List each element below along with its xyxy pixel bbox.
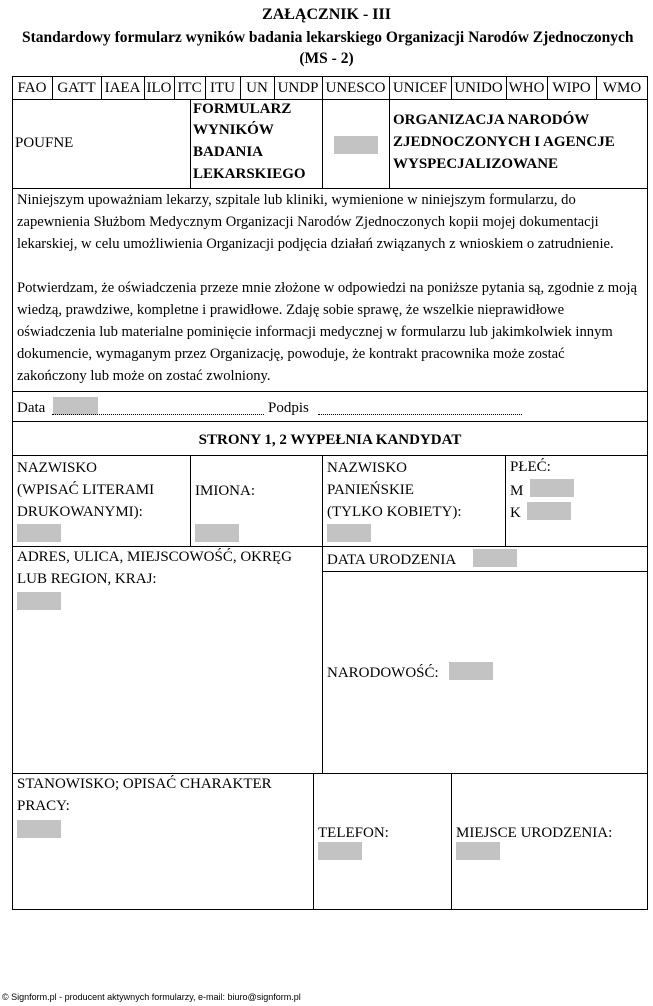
org-cell-unesco: UNESCO: [325, 80, 386, 96]
address-label-2: LUB REGION, KRAJ:: [17, 571, 157, 587]
form-title-line-2: WYNIKÓW: [193, 122, 274, 138]
org-cell-unicef: UNICEF: [392, 80, 448, 96]
form-title-line-4: LEKARSKIEGO: [193, 166, 306, 182]
phone-value[interactable]: [318, 842, 362, 860]
first-names-label: IMIONA:: [195, 483, 255, 499]
signature-line[interactable]: [318, 414, 522, 415]
redacted-date: [53, 397, 98, 415]
org-cell-fao: FAO: [17, 80, 47, 96]
nationality-value[interactable]: [449, 662, 493, 680]
first-names-value[interactable]: [195, 524, 239, 542]
position-value[interactable]: [17, 820, 61, 838]
birth-date-value[interactable]: [473, 549, 517, 567]
sex-female-value[interactable]: [527, 502, 571, 520]
sex-label: PŁEĆ:: [510, 459, 551, 475]
org-cell-un: UN: [246, 80, 268, 96]
surname-label-1: NAZWISKO: [17, 460, 97, 476]
sex-male-label: M: [510, 483, 524, 499]
address-value[interactable]: [17, 592, 61, 610]
org-cell-gatt: GATT: [57, 80, 96, 96]
form-title-line-1: FORMULARZ: [193, 101, 292, 117]
org-cell-wmo: WMO: [602, 80, 642, 96]
redacted-form-number: [334, 136, 378, 154]
form-code: (MS - 2): [299, 50, 354, 67]
org-cell-iaea: IAEA: [104, 80, 141, 96]
birth-place-label: MIEJSCE URODZENIA:: [456, 825, 613, 841]
footer-copyright: © Signform.pl - producent aktywnych formularzy, e-mail: biuro@signform.pl: [2, 992, 301, 1002]
sex-female-label: K: [510, 505, 521, 521]
org-cell-unido: UNIDO: [454, 80, 503, 96]
sex-male-value[interactable]: [530, 479, 574, 497]
org-cell-itc: ITC: [177, 80, 202, 96]
surname-label-3: DRUKOWANYMI):: [17, 504, 143, 520]
maiden-name-label-3: (TYLKO KOBIETY):: [327, 504, 462, 520]
birth-date-label: DATA URODZENIA: [327, 552, 457, 568]
org-cell-who: WHO: [508, 80, 545, 96]
maiden-name-value[interactable]: [327, 524, 371, 542]
maiden-name-label-1: NAZWISKO: [327, 460, 407, 476]
form-subtitle: Standardowy formularz wyników badania lekarskiego Organizacji Narodów Zjednoczonych: [22, 29, 634, 46]
agency-line-3: WYSPECJALIZOWANE: [393, 156, 559, 172]
declaration-paragraph-1: Niniejszym upoważniam lekarzy, szpitale lub kliniki, wymienione w niniejszym formularzu, do zapewnienia Służbom Medycznym Organizacji Narodów Zjednoczonych kopii mojej dokumentacji lekarskiej, w celu umożliwienia Organizacji podjęcia działań związanych z wnioskiem o zatrudnienie.: [17, 192, 614, 252]
signature-label: Podpis: [268, 400, 309, 416]
org-cell-ilo: ILO: [146, 80, 172, 96]
surname-label-2: (WPISAĆ LITERAMI: [17, 482, 155, 498]
surname-value[interactable]: [17, 524, 61, 542]
declaration-paragraph-2: Potwierdzam, że oświadczenia przeze mnie złożone w odpowiedzi na poniższe pytania są, zgodnie z moją wiedzą, prawdziwe, kompletne i prawidłowe. Zdaję sobie sprawę, że wszelkie nieprawidłowe oświadczenia lub materialne pominięcie informacji medycznej w formularzu lub jakimkolwiek innym dokumencie, wymaganym przez Organizację, powoduje, że kontrakt pracownika może zostać zakończony lub może on zostać zwolniony.: [17, 280, 637, 384]
org-cell-undp: UNDP: [277, 80, 319, 96]
date-label: Data: [17, 400, 46, 416]
phone-label: TELEFON:: [318, 825, 389, 841]
section-title: STRONY 1, 2 WYPEŁNIA KANDYDAT: [198, 432, 462, 448]
confidential-label: POUFNE: [15, 135, 74, 151]
birth-place-value[interactable]: [456, 842, 500, 860]
address-label-1: ADRES, ULICA, MIEJSCOWOŚĆ, OKRĘG: [17, 549, 293, 565]
nationality-label: NARODOWOŚĆ:: [327, 665, 439, 681]
agency-line-1: ORGANIZACJA NARODÓW: [393, 112, 590, 128]
annex-title: ZAŁĄCZNIK - III: [262, 6, 391, 23]
org-cell-wipo: WIPO: [552, 80, 591, 96]
org-cell-itu: ITU: [210, 80, 235, 96]
form-title-line-3: BADANIA: [193, 144, 264, 160]
maiden-name-label-2: PANIEŃSKIE: [327, 482, 414, 498]
position-label-2: PRACY:: [17, 798, 70, 814]
agency-line-2: ZJEDNOCZONYCH I AGENCJE: [393, 134, 615, 150]
position-label-1: STANOWISKO; OPISAĆ CHARAKTER: [17, 776, 272, 792]
date-line[interactable]: [52, 414, 264, 415]
